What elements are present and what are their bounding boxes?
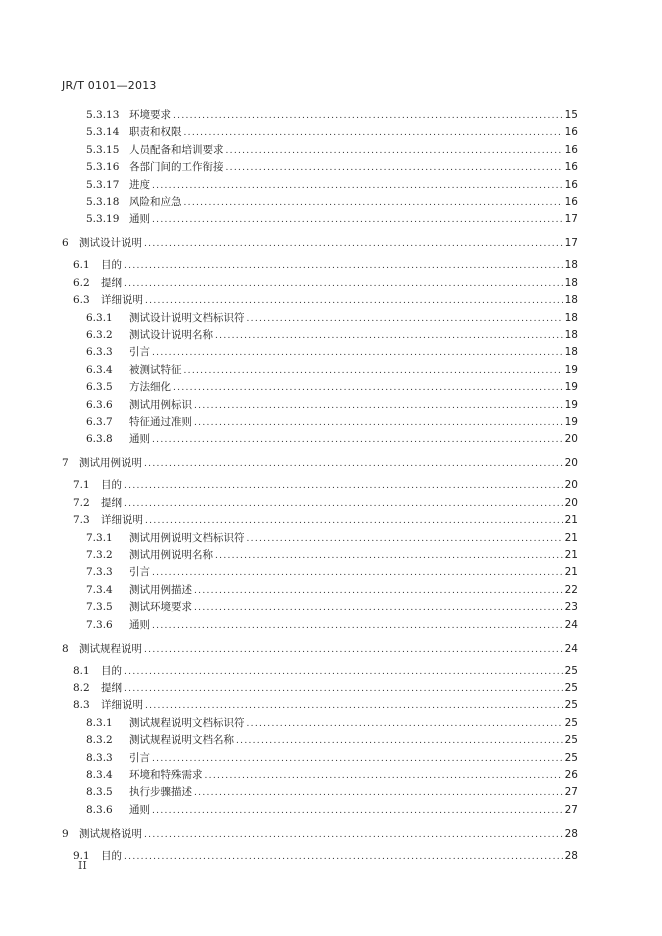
toc-entry-title: 引言 (129, 566, 150, 579)
toc-entry[interactable] (73, 257, 578, 273)
toc-entry-page: 24 (564, 618, 578, 631)
toc-entry-page: 25 (564, 682, 578, 694)
toc-entry[interactable] (86, 397, 578, 413)
toc-entry-page: 20 (564, 433, 578, 446)
toc-entry[interactable] (73, 292, 578, 308)
toc-entry-page: 26 (564, 769, 578, 781)
toc-dot-leader (215, 328, 563, 344)
toc-entry[interactable] (86, 617, 578, 633)
toc-entry[interactable] (73, 275, 578, 291)
toc-entry-page: 27 (564, 786, 578, 799)
toc-entry[interactable] (86, 802, 578, 818)
toc-entry-number: 6.3.8 (86, 433, 113, 446)
toc-dot-leader (124, 258, 563, 274)
toc-entry-page: 22 (564, 583, 578, 596)
toc-entry-number: 5.3.18 (86, 196, 120, 208)
toc-entry-number: 8.3.6 (86, 803, 113, 816)
toc-entry-title: 提纲 (101, 276, 122, 289)
toc-dot-leader (184, 363, 563, 379)
toc-entry-title: 引言 (129, 751, 150, 764)
toc-entry-title: 进度 (129, 178, 150, 191)
toc-entry[interactable] (73, 512, 578, 528)
toc-dot-leader (124, 681, 563, 697)
toc-entry-page: 25 (564, 734, 578, 747)
toc-entry-number: 8.3.5 (86, 786, 113, 799)
toc-dot-leader (247, 716, 563, 732)
toc-entry-number: 6 (62, 237, 69, 250)
toc-entry-title: 环境和特殊需求 (129, 769, 203, 781)
toc-entry-title: 环境要求 (129, 109, 171, 121)
toc-entry-title: 测试用例描述 (129, 583, 192, 596)
toc-entry-title: 被测试特征 (129, 363, 182, 376)
toc-entry-title: 各部门间的工作衔接 (129, 161, 224, 174)
toc-entry-number: 5.3.19 (86, 213, 120, 226)
toc-dot-leader (152, 803, 563, 819)
toc-dot-leader (184, 195, 563, 211)
toc-entry-number: 7 (62, 457, 69, 470)
toc-entry[interactable] (86, 379, 578, 395)
document-code-header: JR/T 0101—2013 (62, 79, 157, 92)
toc-entry[interactable] (86, 547, 578, 563)
toc-entry-title: 通则 (129, 433, 150, 446)
toc-dot-leader (215, 548, 563, 564)
toc-entry-page: 17 (564, 213, 578, 226)
toc-entry-title: 测试用例标识 (129, 398, 192, 411)
toc-dot-leader (145, 698, 563, 714)
toc-entry[interactable] (86, 142, 578, 158)
toc-dot-leader (152, 345, 563, 361)
toc-entry-title: 测试用例说明文档标识符 (129, 531, 245, 544)
toc-entry-number: 8 (62, 642, 69, 655)
toc-entry-page: 23 (564, 601, 578, 614)
toc-dot-leader (152, 178, 563, 194)
toc-entry-number: 8.3.4 (86, 769, 113, 781)
toc-entry-page: 24 (564, 642, 578, 655)
toc-entry[interactable] (86, 750, 578, 766)
toc-entry[interactable] (62, 826, 578, 842)
toc-entry-title: 测试规程说明 (79, 642, 142, 655)
toc-entry-title: 执行步骤描述 (129, 786, 192, 799)
toc-entry-page: 16 (564, 178, 578, 191)
toc-entry-number: 5.3.15 (86, 143, 120, 156)
toc-dot-leader (152, 751, 563, 767)
toc-entry-title: 测试设计说明 (79, 237, 142, 250)
toc-entry[interactable] (86, 784, 578, 800)
toc-entry-title: 通则 (129, 803, 150, 816)
toc-entry-page: 15 (564, 109, 578, 121)
toc-dot-leader (124, 849, 563, 865)
toc-entry-page: 19 (564, 398, 578, 411)
toc-entry-number: 7.3.5 (86, 601, 113, 614)
toc-entry-number: 6.3.4 (86, 363, 113, 376)
toc-entry-number: 6.3.7 (86, 416, 113, 428)
toc-entry-title: 测试用例说明名称 (129, 549, 213, 561)
toc-entry[interactable] (62, 455, 578, 471)
toc-dot-leader (124, 478, 563, 494)
toc-dot-leader (194, 785, 563, 801)
toc-entry-number: 8.3.3 (86, 751, 113, 764)
toc-entry[interactable] (73, 495, 578, 511)
toc-dot-leader (173, 108, 563, 124)
toc-entry-number: 7.3.6 (86, 618, 113, 631)
toc-entry-page: 18 (564, 311, 578, 324)
toc-dot-leader (152, 618, 563, 634)
toc-entry-title: 测试设计说明文档标识符 (129, 311, 245, 324)
toc-dot-leader (194, 398, 563, 414)
toc-entry-number: 8.1 (73, 664, 90, 677)
toc-entry-page: 25 (564, 751, 578, 764)
toc-entry[interactable] (73, 848, 578, 864)
toc-entry-number: 7.2 (73, 496, 90, 509)
toc-entry[interactable] (86, 414, 578, 430)
toc-entry-number: 6.3.2 (86, 329, 113, 341)
toc-entry[interactable] (86, 530, 578, 546)
toc-entry-page: 16 (564, 126, 578, 139)
toc-entry-title: 目的 (101, 664, 122, 677)
toc-entry-title: 人员配备和培训要求 (129, 143, 224, 156)
toc-entry-title: 提纲 (101, 496, 122, 509)
toc-entry-title: 方法细化 (129, 381, 171, 394)
toc-entry[interactable] (86, 194, 578, 210)
toc-entry-number: 5.3.17 (86, 178, 120, 191)
toc-entry-page: 17 (564, 237, 578, 250)
toc-entry[interactable] (86, 564, 578, 580)
toc-dot-leader (247, 311, 563, 327)
toc-entry[interactable] (86, 310, 578, 326)
toc-entry-page: 21 (564, 531, 578, 544)
toc-entry-page: 20 (564, 479, 578, 492)
toc-entry[interactable] (86, 124, 578, 140)
toc-dot-leader (173, 380, 563, 396)
toc-dot-leader (205, 768, 563, 784)
toc-entry[interactable] (86, 344, 578, 360)
toc-entry-title: 职责和权限 (129, 126, 182, 139)
toc-entry-page: 28 (564, 849, 578, 862)
toc-entry-title: 目的 (101, 849, 122, 862)
toc-entry[interactable] (62, 641, 578, 657)
page-number-footer: II (78, 859, 87, 872)
toc-entry-number: 6.1 (73, 259, 90, 272)
toc-entry-number: 6.3.5 (86, 381, 113, 394)
toc-entry-number: 6.3.6 (86, 398, 113, 411)
toc-entry-number: 7.3.4 (86, 583, 113, 596)
toc-entry-title: 详细说明 (101, 514, 143, 527)
toc-dot-leader (247, 531, 563, 547)
toc-entry-page: 18 (564, 329, 578, 341)
toc-entry-number: 8.3.2 (86, 734, 113, 747)
toc-entry-title: 详细说明 (101, 699, 143, 712)
toc-entry[interactable] (73, 697, 578, 713)
toc-entry-page: 21 (564, 514, 578, 527)
toc-entry-title: 提纲 (101, 682, 122, 694)
toc-entry[interactable] (86, 211, 578, 227)
toc-entry-page: 16 (564, 161, 578, 174)
toc-entry[interactable] (86, 327, 578, 343)
toc-entry-page: 28 (564, 827, 578, 840)
toc-entry-page: 25 (564, 664, 578, 677)
toc-entry-number: 5.3.14 (86, 126, 120, 139)
toc-entry-number: 6.3.1 (86, 311, 113, 324)
toc-entry-page: 27 (564, 803, 578, 816)
toc-entry-page: 21 (564, 549, 578, 561)
toc-entry-title: 通则 (129, 618, 150, 631)
toc-entry[interactable] (73, 663, 578, 679)
toc-entry-number: 8.3.1 (86, 716, 113, 729)
toc-entry-number: 6.3 (73, 294, 90, 307)
toc-entry-title: 测试环境要求 (129, 601, 192, 614)
toc-dot-leader (144, 827, 563, 843)
toc-entry-number: 7.3.3 (86, 566, 113, 579)
toc-entry-title: 测试规程说明文档名称 (129, 734, 234, 747)
toc-entry-page: 18 (564, 259, 578, 272)
toc-entry[interactable] (86, 599, 578, 615)
toc-dot-leader (226, 160, 563, 176)
toc-entry-number: 9.1 (73, 849, 90, 862)
toc-entry-number: 8.2 (73, 682, 90, 694)
toc-entry-title: 测试用例说明 (79, 457, 142, 470)
toc-entry-number: 7.3.2 (86, 549, 113, 561)
toc-entry-page: 25 (564, 699, 578, 712)
toc-dot-leader (144, 236, 563, 252)
toc-dot-leader (226, 143, 563, 159)
toc-entry-page: 18 (564, 294, 578, 307)
toc-dot-leader (124, 496, 563, 512)
toc-dot-leader (194, 600, 563, 616)
toc-dot-leader (145, 513, 563, 529)
toc-entry-page: 20 (564, 457, 578, 470)
toc-dot-leader (194, 583, 563, 599)
toc-entry-number: 7.3.1 (86, 531, 113, 544)
toc-entry-title: 测试规程说明文档标识符 (129, 716, 245, 729)
toc-dot-leader (184, 125, 563, 141)
toc-dot-leader (152, 432, 563, 448)
toc-entry[interactable] (86, 362, 578, 378)
toc-entry[interactable] (86, 177, 578, 193)
toc-entry-title: 特征通过准则 (129, 416, 192, 428)
toc-entry-number: 7.1 (73, 479, 90, 492)
toc-dot-leader (145, 293, 563, 309)
toc-entry-title: 目的 (101, 259, 122, 272)
toc-entry-page: 21 (564, 566, 578, 579)
toc-entry-page: 25 (564, 716, 578, 729)
toc-entry-number: 5.3.16 (86, 161, 120, 174)
toc-entry-title: 目的 (101, 479, 122, 492)
toc-entry-page: 16 (564, 143, 578, 156)
toc-entry-page: 18 (564, 346, 578, 359)
toc-entry-title: 风险和应急 (129, 196, 182, 208)
toc-entry[interactable] (86, 107, 578, 123)
toc-dot-leader (144, 456, 563, 472)
toc-entry-number: 6.2 (73, 276, 90, 289)
toc-entry[interactable] (73, 477, 578, 493)
toc-entry[interactable] (86, 582, 578, 598)
toc-dot-leader (152, 212, 563, 228)
toc-dot-leader (236, 733, 563, 749)
toc-entry-number: 8.3 (73, 699, 90, 712)
toc-entry[interactable] (86, 732, 578, 748)
toc-entry[interactable] (62, 235, 578, 251)
toc-entry[interactable] (86, 715, 578, 731)
toc-entry-number: 9 (62, 827, 69, 840)
toc-entry[interactable] (86, 159, 578, 175)
toc-entry[interactable] (86, 431, 578, 447)
toc-entry-number: 6.3.3 (86, 346, 113, 359)
toc-entry-title: 引言 (129, 346, 150, 359)
toc-entry[interactable] (86, 767, 578, 783)
toc-entry-title: 通则 (129, 213, 150, 226)
toc-dot-leader (152, 565, 563, 581)
toc-entry-page: 19 (564, 363, 578, 376)
toc-dot-leader (194, 415, 563, 431)
toc-entry-page: 19 (564, 416, 578, 428)
toc-entry-number: 7.3 (73, 514, 90, 527)
toc-entry-title: 详细说明 (101, 294, 143, 307)
toc-entry-page: 19 (564, 381, 578, 394)
toc-entry-page: 20 (564, 496, 578, 509)
toc-entry-page: 16 (564, 196, 578, 208)
toc-entry-page: 18 (564, 276, 578, 289)
toc-dot-leader (124, 664, 563, 680)
toc-entry-number: 5.3.13 (86, 109, 120, 121)
toc-entry-title: 测试规格说明 (79, 827, 142, 840)
toc-dot-leader (124, 276, 563, 292)
toc-entry[interactable] (73, 680, 578, 696)
toc-dot-leader (144, 642, 563, 658)
toc-entry-title: 测试设计说明名称 (129, 329, 213, 341)
